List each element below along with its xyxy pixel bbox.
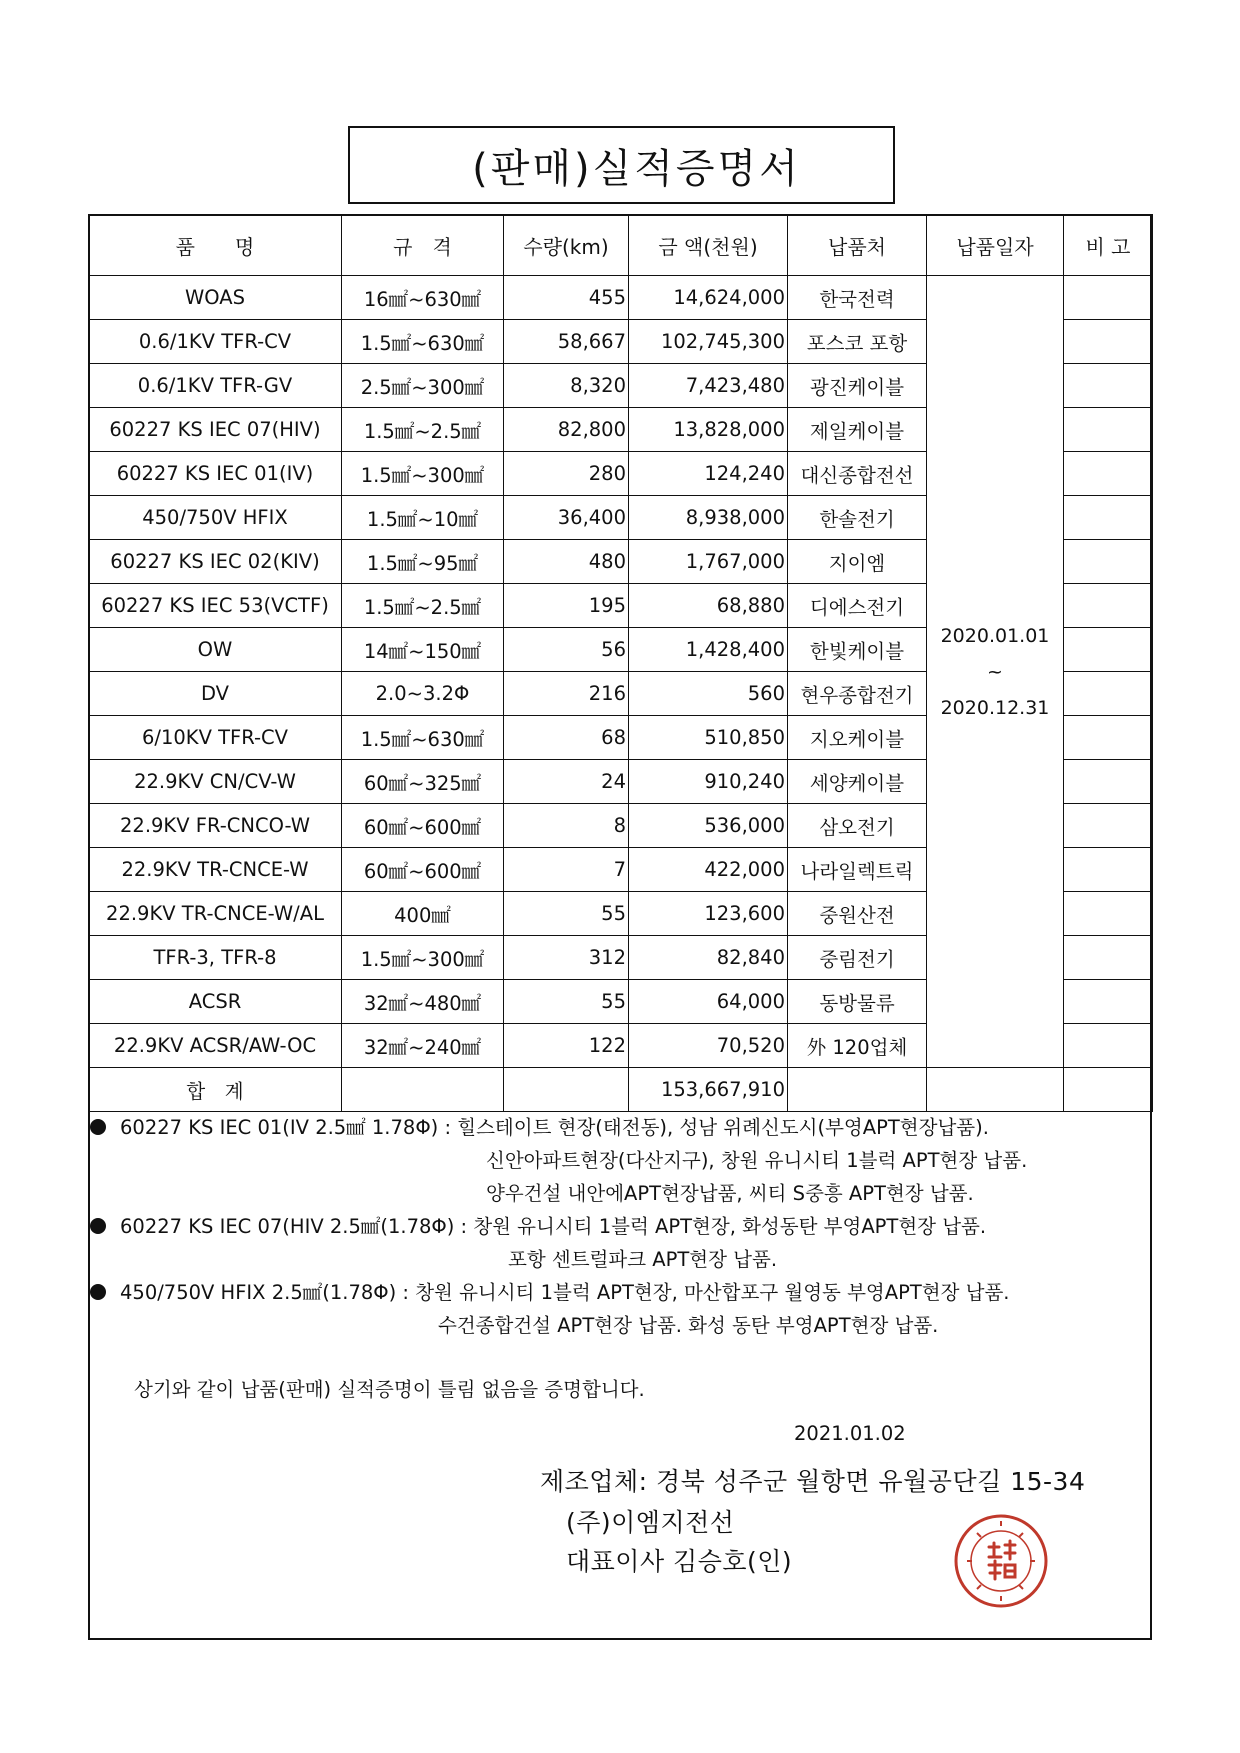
product-amount: 910,240	[629, 760, 788, 804]
product-client: 제일케이블	[788, 408, 927, 452]
certification-statement: 상기와 같이 납품(판매) 실적증명이 틀림 없음을 증명합니다.	[134, 1378, 645, 1401]
note-text: 신안아파트현장(다산지구), 창원 유니시티 1블럭 APT현장 납품.	[486, 1149, 1028, 1172]
product-client: 나라일렉트릭	[788, 848, 927, 892]
product-quantity: 312	[504, 936, 629, 980]
total-label: 합 계	[89, 1068, 342, 1112]
product-client: 중원산전	[788, 892, 927, 936]
product-quantity: 122	[504, 1024, 629, 1068]
table-row	[89, 276, 1153, 320]
product-amount: 536,000	[629, 804, 788, 848]
company-ceo: 대표이사 김승호(인)	[566, 1547, 793, 1576]
note-continuation	[508, 1244, 777, 1272]
product-amount: 560	[629, 672, 788, 716]
period-separator: ~	[987, 660, 1003, 683]
note-text: 450/750V HFIX 2.5㎟(1.78Φ) : 창원 유니시티 1블럭 APT현장, 마산합포구 월영동 부영APT현장 납품.	[120, 1281, 1010, 1304]
header-spec: 규 격	[342, 215, 504, 276]
remarks-cell	[1064, 364, 1153, 408]
product-amount: 13,828,000	[629, 408, 788, 452]
product-client: 한국전력	[788, 276, 927, 320]
product-name: 22.9KV TR-CNCE-W	[89, 848, 342, 892]
company-seal-icon	[953, 1513, 1049, 1609]
product-amount: 8,938,000	[629, 496, 788, 540]
total-date-cell	[927, 1068, 1064, 1112]
product-client: 지오케이블	[788, 716, 927, 760]
note-text: 포항 센트럴파크 APT현장 납품.	[508, 1248, 778, 1271]
note-text: 수건종합건설 APT현장 납품. 화성 동탄 부영APT현장 납품.	[438, 1314, 939, 1337]
product-spec: 1.5㎟~300㎟	[342, 452, 504, 496]
product-name: WOAS	[89, 276, 342, 320]
performance-table	[88, 214, 1153, 1112]
product-quantity: 36,400	[504, 496, 629, 540]
document-title: (판매)실적증명서	[472, 145, 801, 192]
total-row	[89, 1068, 1153, 1112]
product-spec: 1.5㎟~95㎟	[342, 540, 504, 584]
product-client: 디에스전기	[788, 584, 927, 628]
product-name: 60227 KS IEC 07(HIV)	[89, 408, 342, 452]
header-delivery-date: 납품일자	[927, 215, 1064, 276]
note-text: 60227 KS IEC 07(HIV 2.5㎟(1.78Φ) : 창원 유니시티 1블럭 APT현장, 화성동탄 부영APT현장 납품.	[120, 1215, 987, 1238]
product-name: DV	[89, 672, 342, 716]
note-item	[90, 1277, 1010, 1305]
product-spec: 400㎟	[342, 892, 504, 936]
product-amount: 510,850	[629, 716, 788, 760]
product-amount: 82,840	[629, 936, 788, 980]
note-text: 60227 KS IEC 01(IV 2.5㎟ 1.78Φ) : 힐스테이트 현장(태전동), 성남 위례신도시(부영APT현장납품).	[120, 1116, 989, 1139]
product-name: 22.9KV TR-CNCE-W/AL	[89, 892, 342, 936]
company-address: 제조업체: 경북 성주군 월항면 유월공단길 15-34	[540, 1467, 1086, 1496]
product-spec: 1.5㎟~2.5㎟	[342, 584, 504, 628]
product-amount: 64,000	[629, 980, 788, 1024]
product-spec: 32㎟~240㎟	[342, 1024, 504, 1068]
table-body	[89, 276, 1153, 1112]
remarks-cell	[1064, 540, 1153, 584]
total-remarks-cell	[1064, 1068, 1153, 1112]
remarks-cell	[1064, 848, 1153, 892]
note-continuation	[486, 1145, 1027, 1173]
bullet-icon	[90, 1284, 106, 1300]
total-amount: 153,667,910	[629, 1068, 788, 1112]
product-amount: 70,520	[629, 1024, 788, 1068]
header-remarks: 비 고	[1064, 215, 1153, 276]
remarks-cell	[1064, 892, 1153, 936]
product-spec: 1.5㎟~300㎟	[342, 936, 504, 980]
product-name: ACSR	[89, 980, 342, 1024]
product-client: 포스코 포항	[788, 320, 927, 364]
product-client: 현우종합전기	[788, 672, 927, 716]
remarks-cell	[1064, 980, 1153, 1024]
period-end: 2020.12.31	[940, 696, 1050, 719]
product-name: 450/750V HFIX	[89, 496, 342, 540]
total-quantity-cell	[504, 1068, 629, 1112]
product-name: 60227 KS IEC 53(VCTF)	[89, 584, 342, 628]
product-quantity: 8	[504, 804, 629, 848]
note-text: 양우건설 내안에APT현장납품, 씨티 S중흥 APT현장 납품.	[486, 1182, 974, 1205]
delivery-period-cell	[927, 276, 1064, 1068]
remarks-cell	[1064, 1024, 1153, 1068]
product-quantity: 195	[504, 584, 629, 628]
product-client: 삼오전기	[788, 804, 927, 848]
product-client: 광진케이블	[788, 364, 927, 408]
product-client: 外 120업체	[788, 1024, 927, 1068]
product-quantity: 68	[504, 716, 629, 760]
product-spec: 14㎟~150㎟	[342, 628, 504, 672]
product-quantity: 455	[504, 276, 629, 320]
header-amount: 금 액(천원)	[629, 215, 788, 276]
product-amount: 123,600	[629, 892, 788, 936]
product-quantity: 8,320	[504, 364, 629, 408]
product-name: TFR-3, TFR-8	[89, 936, 342, 980]
total-spec-cell	[342, 1068, 504, 1112]
product-name: OW	[89, 628, 342, 672]
company-name: (주)이엠지전선	[566, 1508, 735, 1537]
product-quantity: 24	[504, 760, 629, 804]
product-amount: 124,240	[629, 452, 788, 496]
product-name: 22.9KV ACSR/AW-OC	[89, 1024, 342, 1068]
remarks-cell	[1064, 804, 1153, 848]
product-quantity: 280	[504, 452, 629, 496]
remarks-cell	[1064, 672, 1153, 716]
product-spec: 16㎟~630㎟	[342, 276, 504, 320]
remarks-cell	[1064, 628, 1153, 672]
remarks-cell	[1064, 408, 1153, 452]
note-continuation	[438, 1310, 938, 1338]
product-client: 한빛케이블	[788, 628, 927, 672]
issue-date: 2021.01.02	[794, 1422, 906, 1445]
note-item	[90, 1112, 989, 1140]
product-client: 동방물류	[788, 980, 927, 1024]
product-name: 6/10KV TFR-CV	[89, 716, 342, 760]
product-client: 세양케이블	[788, 760, 927, 804]
product-quantity: 58,667	[504, 320, 629, 364]
product-name: 60227 KS IEC 01(IV)	[89, 452, 342, 496]
product-quantity: 55	[504, 980, 629, 1024]
product-amount: 102,745,300	[629, 320, 788, 364]
note-item	[90, 1211, 986, 1239]
product-quantity: 7	[504, 848, 629, 892]
remarks-cell	[1064, 276, 1153, 320]
bullet-icon	[90, 1119, 106, 1135]
product-name: 0.6/1KV TFR-CV	[89, 320, 342, 364]
remarks-cell	[1064, 584, 1153, 628]
remarks-cell	[1064, 716, 1153, 760]
product-quantity: 82,800	[504, 408, 629, 452]
product-spec: 1.5㎟~630㎟	[342, 320, 504, 364]
product-name: 60227 KS IEC 02(KIV)	[89, 540, 342, 584]
product-spec: 1.5㎟~630㎟	[342, 716, 504, 760]
header-quantity: 수량(km)	[504, 215, 629, 276]
product-spec: 60㎟~600㎟	[342, 804, 504, 848]
product-amount: 68,880	[629, 584, 788, 628]
note-continuation	[486, 1178, 974, 1206]
product-spec: 2.0~3.2Φ	[342, 672, 504, 716]
remarks-cell	[1064, 452, 1153, 496]
table-header-row	[89, 215, 1153, 276]
remarks-cell	[1064, 496, 1153, 540]
period-start: 2020.01.01	[940, 624, 1050, 647]
product-client: 중림전기	[788, 936, 927, 980]
product-client: 한솔전기	[788, 496, 927, 540]
product-amount: 422,000	[629, 848, 788, 892]
product-client: 지이엠	[788, 540, 927, 584]
product-spec: 32㎟~480㎟	[342, 980, 504, 1024]
product-amount: 1,767,000	[629, 540, 788, 584]
product-name: 0.6/1KV TFR-GV	[89, 364, 342, 408]
product-spec: 2.5㎟~300㎟	[342, 364, 504, 408]
total-client-cell	[788, 1068, 927, 1112]
product-spec: 1.5㎟~10㎟	[342, 496, 504, 540]
product-name: 22.9KV FR-CNCO-W	[89, 804, 342, 848]
remarks-cell	[1064, 760, 1153, 804]
product-amount: 7,423,480	[629, 364, 788, 408]
product-spec: 60㎟~600㎟	[342, 848, 504, 892]
product-amount: 14,624,000	[629, 276, 788, 320]
header-client: 납품처	[788, 215, 927, 276]
product-quantity: 216	[504, 672, 629, 716]
product-name: 22.9KV CN/CV-W	[89, 760, 342, 804]
product-quantity: 480	[504, 540, 629, 584]
product-spec: 1.5㎟~2.5㎟	[342, 408, 504, 452]
bullet-icon	[90, 1218, 106, 1234]
remarks-cell	[1064, 320, 1153, 364]
remarks-cell	[1064, 936, 1153, 980]
document-title-box	[348, 126, 895, 204]
product-quantity: 56	[504, 628, 629, 672]
product-amount: 1,428,400	[629, 628, 788, 672]
product-quantity: 55	[504, 892, 629, 936]
header-product: 품 명	[89, 215, 342, 276]
product-client: 대신종합전선	[788, 452, 927, 496]
product-spec: 60㎟~325㎟	[342, 760, 504, 804]
